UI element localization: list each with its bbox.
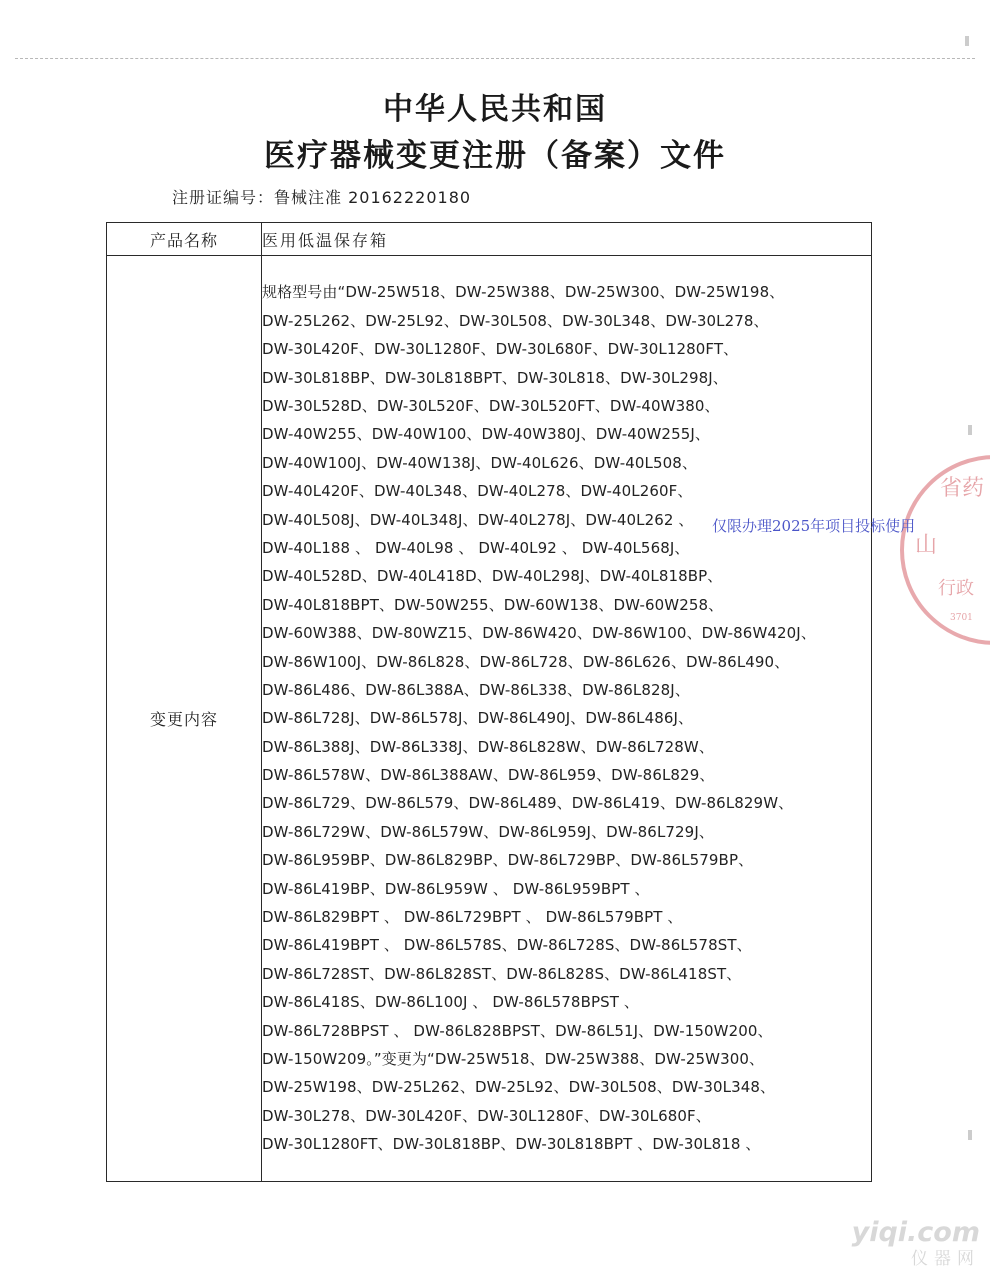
change-content-line: DW-86L418S、DW-86L100J 、 DW-86L578BPST 、: [262, 993, 639, 1012]
change-content-text: [262, 278, 871, 1158]
seal-code: 3701: [950, 613, 973, 623]
site-logo-name: 仪器网: [911, 1249, 980, 1269]
seal-text-side: 山: [915, 533, 938, 558]
change-content-line: DW-40L508J、DW-40L348J、DW-40L278J、DW-40L262 、: [262, 510, 694, 529]
change-content-line: DW-40L188 、 DW-40L98 、 DW-40L92 、 DW-40L568J、: [262, 538, 690, 557]
title-country: 中华人民共和国: [383, 92, 607, 127]
change-content-line: DW-40W100J、DW-40W138J、DW-40L626、DW-40L508、: [262, 453, 698, 472]
scan-mark: [968, 425, 972, 435]
change-content-line: DW-60W388、DW-80WZ15、DW-86W420、DW-86W100、DW-86W420J、: [262, 624, 816, 643]
change-content-line: DW-86L388J、DW-86L338J、DW-86L828W、DW-86L728W、: [262, 737, 714, 756]
change-table: [106, 222, 872, 1182]
product-name-value: 医用低温保存箱: [262, 223, 872, 256]
scan-mark: [968, 1130, 972, 1140]
change-content-line: DW-40L420F、DW-40L348、DW-40L278、DW-40L260F、: [262, 482, 693, 501]
table-row-product: [107, 223, 872, 256]
change-content-line: DW-40L528D、DW-40L418D、DW-40L298J、DW-40L818BP、: [262, 567, 723, 586]
change-content-line: DW-86L578W、DW-86L388AW、DW-86L959、DW-86L829、: [262, 766, 715, 785]
table-row-change: [107, 256, 872, 1182]
scan-top-rule: [15, 58, 975, 59]
change-content-line: DW-25W198、DW-25L262、DW-25L92、DW-30L508、DW-30L348、: [262, 1078, 776, 1097]
change-content-line: DW-25L262、DW-25L92、DW-30L508、DW-30L348、DW-30L278、: [262, 311, 769, 330]
change-content-line: DW-86L829BPT 、 DW-86L729BPT 、 DW-86L579BPT 、: [262, 908, 683, 927]
change-content-line: DW-40L818BPT、DW-50W255、DW-60W138、DW-60W258、: [262, 595, 724, 614]
title-document: 医疗器械变更注册（备案）文件: [264, 138, 726, 174]
change-content-line: DW-86L419BP、DW-86L959W 、 DW-86L959BPT 、: [262, 879, 650, 898]
change-content-line: DW-40W255、DW-40W100、DW-40W380J、DW-40W255J、: [262, 425, 710, 444]
change-content-line: DW-150W209。”变更为“DW-25W518、DW-25W388、DW-25W300、: [262, 1049, 765, 1068]
seal-text-top: 省药: [940, 476, 985, 501]
registration-number: 注册证编号：鲁械注准 20162220180: [172, 188, 472, 207]
change-content-cell: [262, 256, 872, 1182]
product-name-label: 产品名称: [107, 223, 262, 256]
scan-mark: [965, 36, 969, 46]
change-content-line: DW-86L486、DW-86L388A、DW-86L338、DW-86L828J、: [262, 680, 690, 699]
change-content-line: DW-86L729W、DW-86L579W、DW-86L959J、DW-86L729J、: [262, 822, 714, 841]
change-content-line: DW-86L419BPT 、 DW-86L578S、DW-86L728S、DW-86L578ST、: [262, 936, 752, 955]
change-content-line: DW-86L728ST、DW-86L828ST、DW-86L828S、DW-86L418ST、: [262, 964, 742, 983]
site-logo: [850, 1218, 980, 1270]
change-content-line: DW-30L528D、DW-30L520F、DW-30L520FT、DW-40W380、: [262, 397, 720, 415]
change-content-line: DW-86L728J、DW-86L578J、DW-86L490J、DW-86L486J、: [262, 709, 694, 728]
change-content-line: DW-86L728BPST 、 DW-86L828BPST、DW-86L51J、DW-150W200、: [262, 1021, 773, 1040]
site-logo-domain: yiqi.com: [851, 1217, 980, 1248]
bid-use-watermark: 仅限办理2025年项目投标使用: [712, 517, 916, 535]
seal-text-bottom: 行政: [938, 578, 974, 599]
change-content-line: 规格型号由“DW-25W518、DW-25W388、DW-25W300、DW-25W198、: [262, 283, 785, 302]
change-content-line: DW-30L278、DW-30L420F、DW-30L1280F、DW-30L680F、: [262, 1106, 711, 1125]
change-content-line: DW-86L729、DW-86L579、DW-86L489、DW-86L419、DW-86L829W、: [262, 794, 794, 813]
change-content-line: DW-30L1280FT、DW-30L818BP、DW-30L818BPT 、DW-30L818 、: [262, 1135, 761, 1154]
change-content-label: 变更内容: [107, 256, 262, 1182]
change-content-line: DW-30L420F、DW-30L1280F、DW-30L680F、DW-30L1280FT、: [262, 340, 739, 359]
change-content-line: DW-30L818BP、DW-30L818BPT、DW-30L818、DW-30L298J、: [262, 368, 728, 387]
change-content-line: DW-86L959BP、DW-86L829BP、DW-86L729BP、DW-86L579BP、: [262, 851, 754, 870]
change-content-line: DW-86W100J、DW-86L828、DW-86L728、DW-86L626、DW-86L490、: [262, 652, 790, 671]
